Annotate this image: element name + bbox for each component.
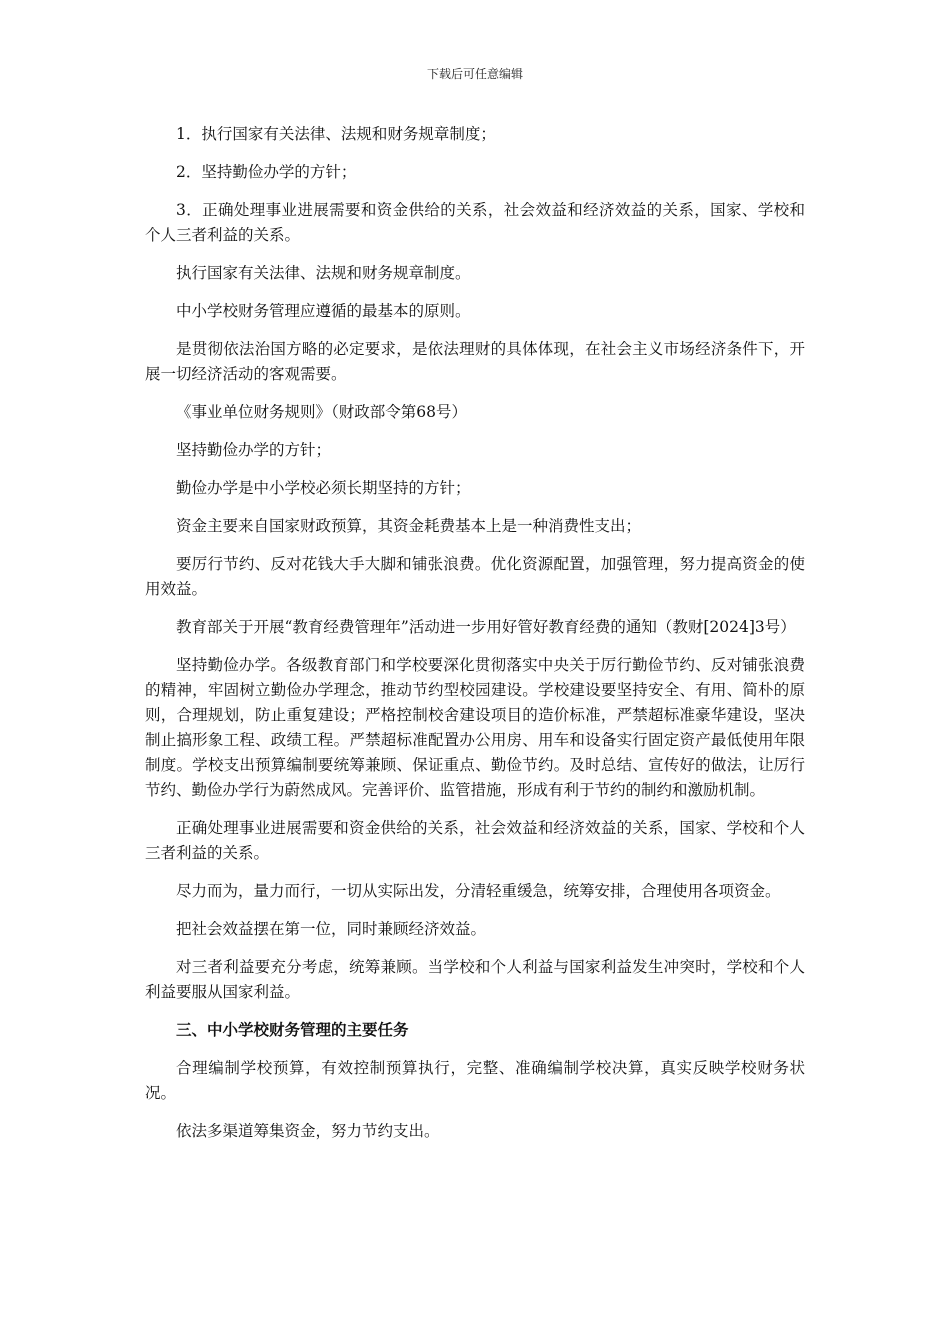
- paragraph: 执行国家有关法律、法规和财务规章制度。: [176, 264, 471, 282]
- paragraph: 3．正确处理事业进展需要和资金供给的关系，社会效益和经济效益的关系，国家、学校和个人三者利益的关系。: [145, 201, 805, 244]
- paragraph: 正确处理事业进展需要和资金供给的关系，社会效益和经济效益的关系，国家、学校和个人三者利益的关系。: [145, 819, 805, 862]
- paragraph: 是贯彻依法治国方略的必定要求，是依法理财的具体体现，在社会主义市场经济条件下，开展一切经济活动的客观需要。: [145, 340, 805, 383]
- paragraph: 依法多渠道筹集资金，努力节约支出。: [176, 1122, 440, 1140]
- paragraph: 合理编制学校预算，有效控制预算执行，完整、准确编制学校决算，真实反映学校财务状况。: [145, 1059, 805, 1102]
- paragraph: 坚持勤俭办学的方针；: [176, 441, 332, 459]
- document-body: [145, 122, 805, 1157]
- paragraph: 坚持勤俭办学。各级教育部门和学校要深化贯彻落实中央关于厉行勤俭节约、反对铺张浪费的精神，牢固树立勤俭办学理念，推动节约型校园建设。学校建设要坚持安全、有用、简朴的原则，合理规划，防止重复建设；严格控制校舍建设项目的造价标准，严禁超标准豪华建设，坚决制止搞形象工程、政绩工程。严禁超标准配置办公用房、用车和设备实行固定资产最低使用年限制度。学校支出预算编制要统筹兼顾、保证重点、勤俭节约。及时总结、宣传好的做法，让厉行节约、勤俭办学行为蔚然成风。完善评价、监管措施，形成有利于节约的制约和激励机制。: [145, 656, 805, 799]
- paragraph: 对三者利益要充分考虑，统筹兼顾。当学校和个人利益与国家利益发生冲突时，学校和个人利益要服从国家利益。: [145, 958, 805, 1001]
- paragraph: 把社会效益摆在第一位，同时兼顾经济效益。: [176, 920, 487, 938]
- paragraph: 2．坚持勤俭办学的方针；: [176, 163, 357, 181]
- paragraph: 要厉行节约、反对花钱大手大脚和铺张浪费。优化资源配置，加强管理，努力提高资金的使用效益。: [145, 555, 805, 598]
- paragraph: 《事业单位财务规则》（财政部令第68号）: [176, 403, 467, 421]
- page-header: 下载后可任意编辑: [426, 67, 523, 81]
- paragraph: 勤俭办学是中小学校必须长期坚持的方针；: [176, 479, 471, 497]
- paragraph: 教育部关于开展“教育经费管理年”活动进一步用好管好教育经费的通知（教财[2024]3号）: [176, 618, 796, 636]
- paragraph: 1．执行国家有关法律、法规和财务规章制度；: [176, 125, 496, 143]
- section-heading: 三、中小学校财务管理的主要任务: [176, 1021, 409, 1039]
- paragraph: 资金主要来自国家财政预算，其资金耗费基本上是一种消费性支出；: [176, 517, 642, 535]
- paragraph: 尽力而为，量力而行，一切从实际出发，分清轻重缓急，统筹安排，合理使用各项资金。: [176, 882, 781, 900]
- paragraph: 中小学校财务管理应遵循的最基本的原则。: [176, 302, 471, 320]
